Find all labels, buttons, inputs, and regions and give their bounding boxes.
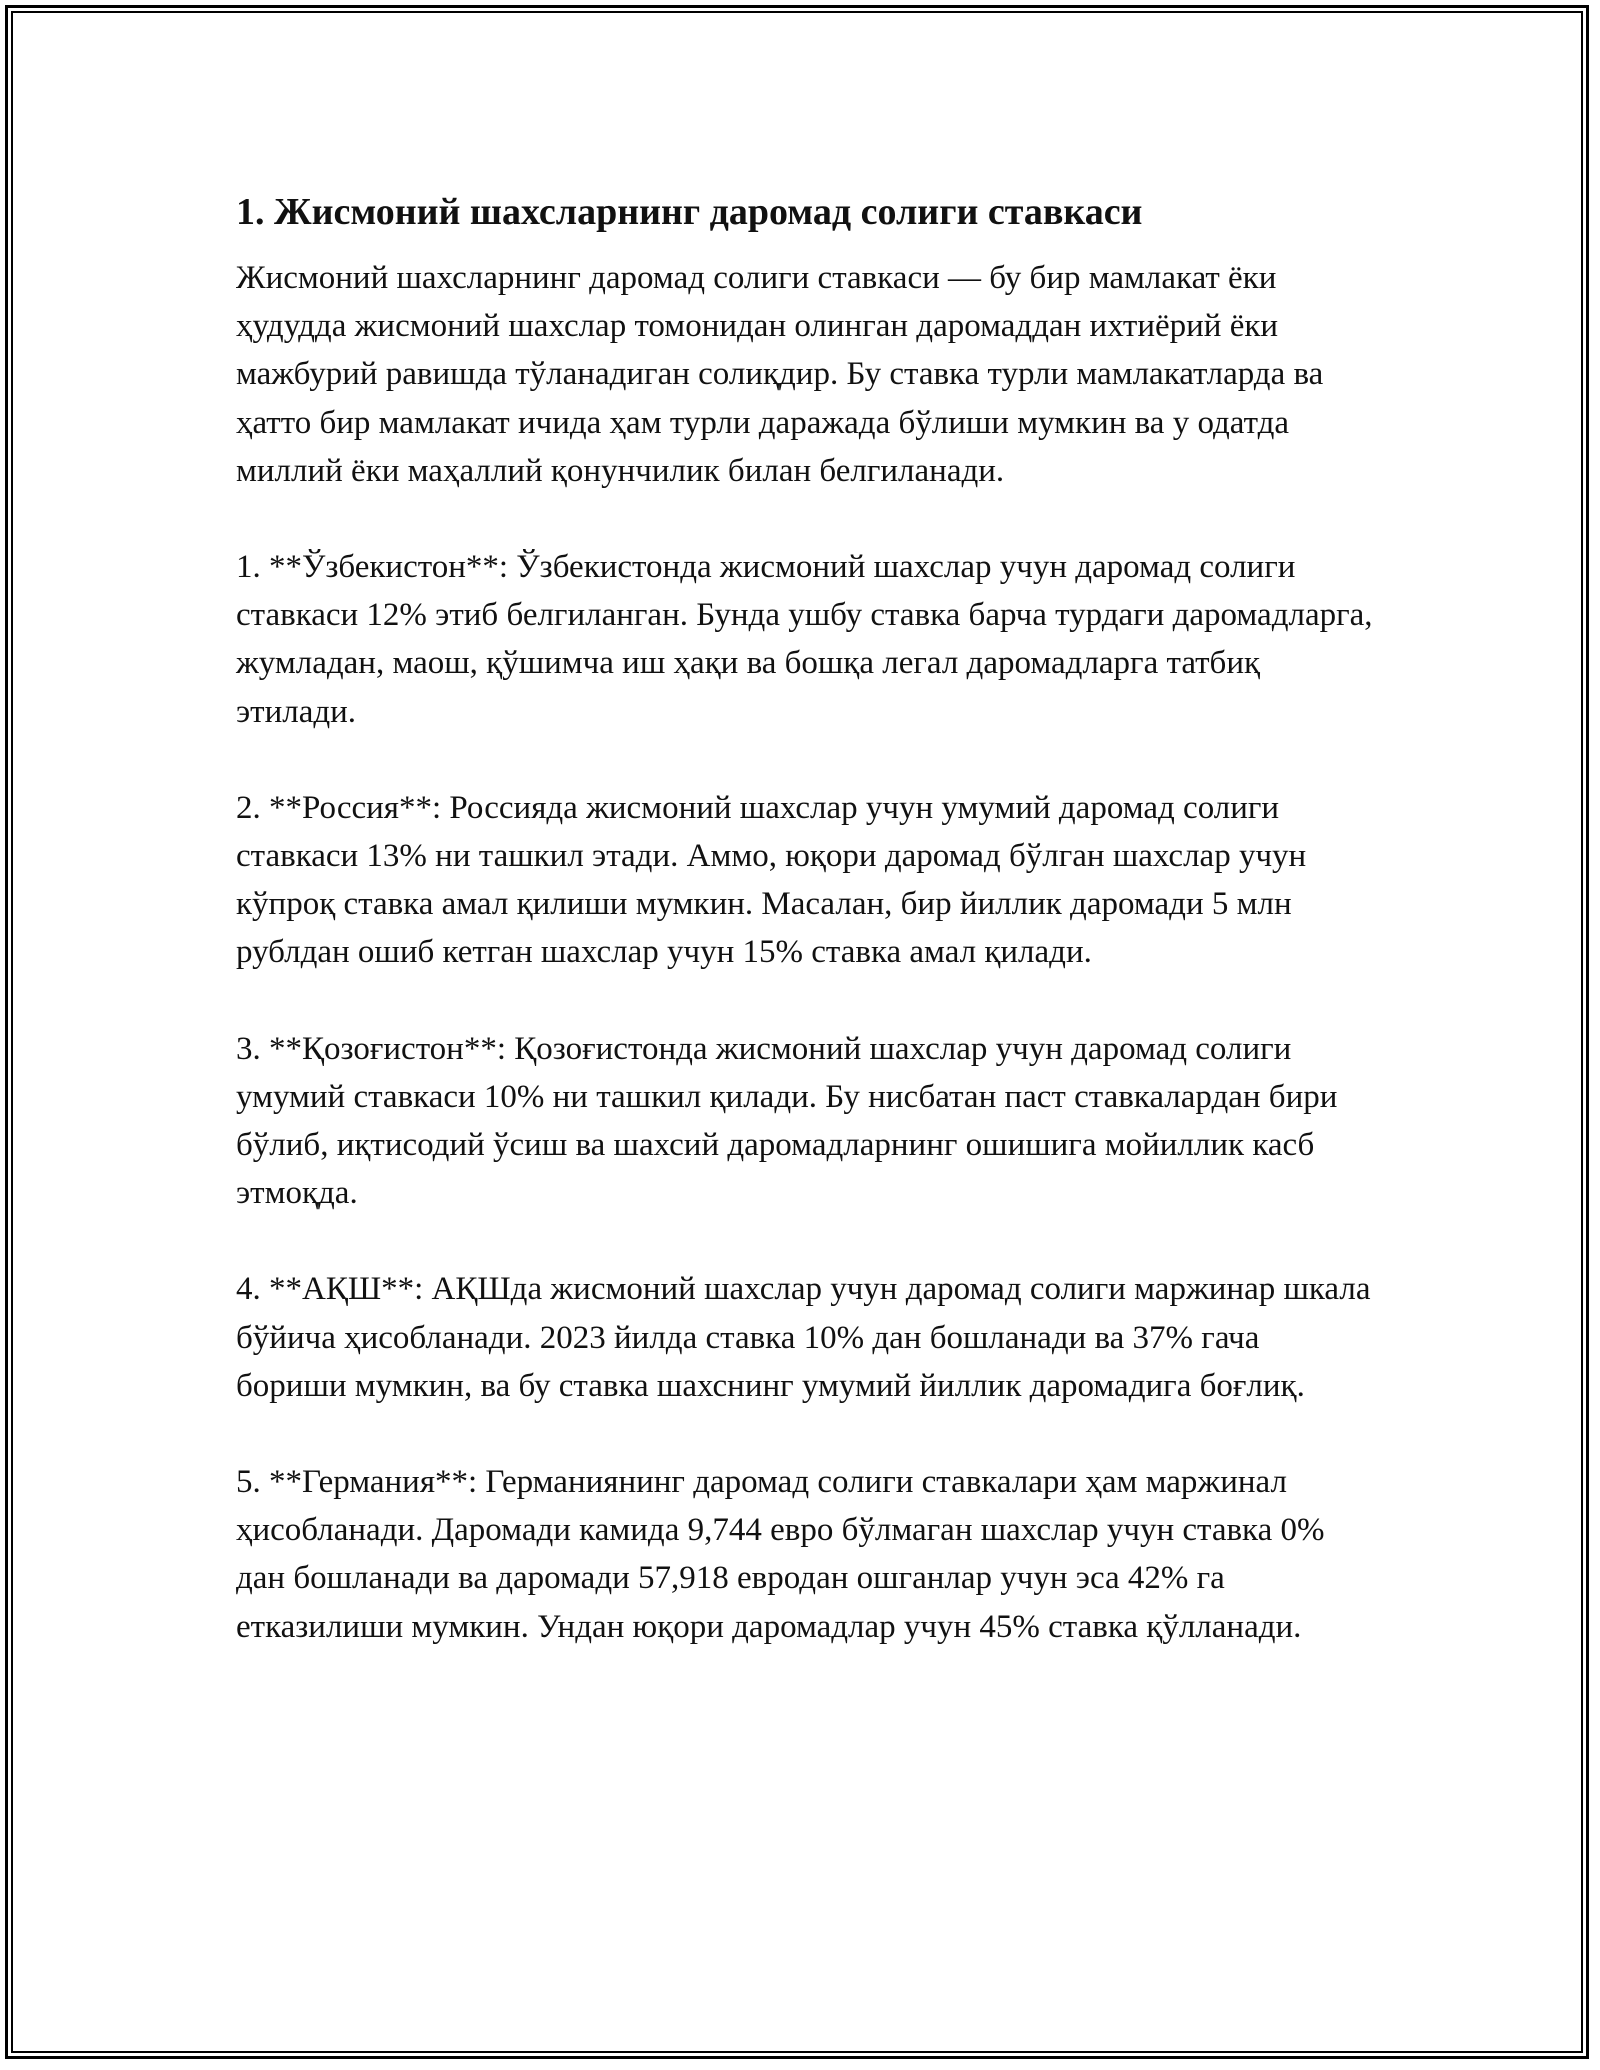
list-item-germany: 5. **Германия**: Германиянинг даромад солиги ставкалари ҳам маржинал ҳисобланади. Даромади камида 9,744 евро бўлмаган шахслар учун ставка 0% дан бошланади ва даромади 57,918 евродан ошганлар учун эса 42% га етказилиши мумкин. Ундан юқори даромадлар учун 45% ставка қўлланади. — [236, 1464, 1325, 1645]
list-item-russia: 2. **Россия**: Россияда жисмоний шахслар учун умумий даромад солиги ставкаси 13% ни ташкил этади. Аммо, юқори даромад бўлган шахслар учун кўпроқ ставка амал қилиши мумкин. Масалан, бир йиллик даромади 5 млн рублдан ошиб кетган шахслар учун 15% ставка амал қилади. — [236, 789, 1307, 971]
intro-paragraph: Жисмоний шахсларнинг даромад солиги ставкаси — бу бир мамлакат ёки ҳудудда жисмоний шахслар томонидан олинган даромаддан ихтиёрий ёки мажбурий равишда тўланадиган солиқдир. Бу ставка турли мамлакатларда ва ҳатто бир мамлакат ичида ҳам турли даражада бўлиши мумкин ва у одатда миллий ёки маҳаллий қонунчилик билан белгиланади. — [236, 260, 1324, 489]
list-item-kazakhstan: 3. **Қозоғистон**: Қозоғистонда жисмоний шахслар учун даромад солиги умумий ставкаси 10% ни ташкил қилади. Бу нисбатан паст ставкалардан бири бўлиб, иқтисодий ўсиш ва шахсий даромадларнинг ошишига мойиллик касб этмоқда. — [236, 1030, 1338, 1212]
list-item-uzbekistan: 1. **Ўзбекистон**: Ўзбекистонда жисмоний шахслар учун даромад солиги ставкаси 12% этиб белгиланган. Бунда ушбу ставка барча турдаги даромадларга, жумладан, маош, қўшимча иш ҳақи ва бошқа легал даромадларга татбиқ этилади. — [236, 549, 1373, 730]
list-item-usa: 4. **АҚШ**: АҚШда жисмоний шахслар учун даромад солиги маржинар шкала бўйича ҳисобланади. 2023 йилда ставка 10% дан бошланади ва 37% гача бориши мумкин, ва бу ставка шахснинг умумий йиллик даромадига боғлиқ. — [236, 1271, 1371, 1404]
document-body — [236, 186, 1376, 1699]
section-heading: 1. Жисмоний шахсларнинг даромад солиги ставкаси — [236, 191, 1143, 233]
